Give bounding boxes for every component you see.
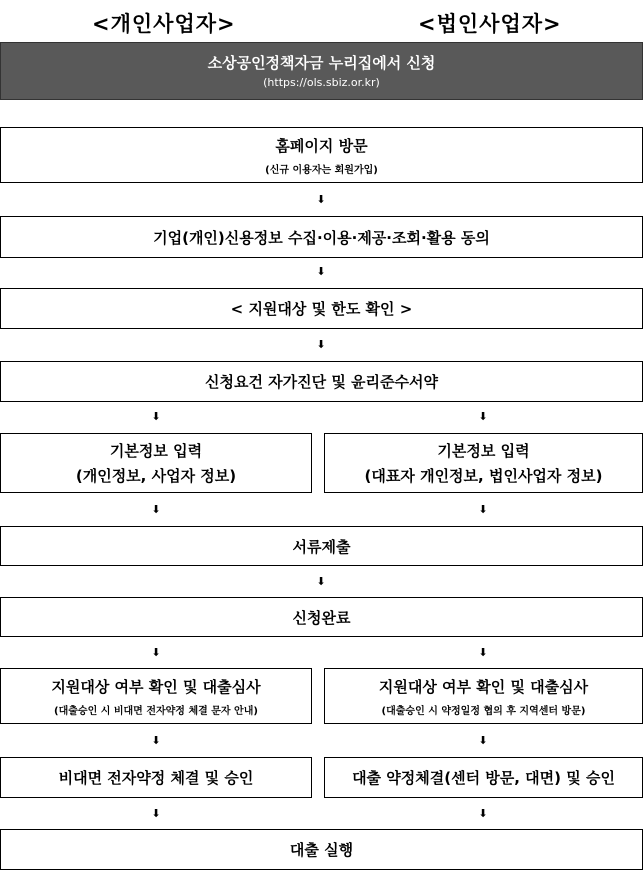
arrow-down-icon: ⬇ [151,410,161,423]
step-contract-individual [0,757,312,798]
contract-individual-label: 비대면 전자약정 체결 및 승인 [58,769,254,787]
arrow-down-icon: ⬇ [478,646,488,659]
loan-execution-label: 대출 실행 [289,841,354,859]
step-visit-sub: (신규 이용자는 회원가입) [265,164,378,176]
arrow-down-icon: ⬇ [316,338,326,351]
arrow-down-icon: ⬇ [478,734,488,747]
step-check-limit [0,288,643,329]
step-check-limit-label: < 지원대상 및 한도 확인 > [230,300,413,318]
basic-info-corporate-line1: 기본정보 입력 [437,442,530,460]
step-review-corporate [324,668,643,724]
step-visit-homepage [0,127,643,183]
step-visit-main: 홈페이지 방문 [275,136,368,155]
review-corporate-main: 지원대상 여부 확인 및 대출심사 [378,677,589,696]
arrow-down-icon: ⬇ [151,646,161,659]
step-basic-info-individual [0,433,312,493]
step-complete-label: 신청완료 [292,608,351,627]
application-site-banner [0,42,643,100]
step-credit-consent [0,216,643,258]
basic-info-corporate-line2: (대표자 개인정보, 법인사업자 정보) [364,467,603,485]
arrow-down-icon: ⬇ [478,503,488,516]
arrow-down-icon: ⬇ [478,410,488,423]
arrow-down-icon: ⬇ [316,193,326,206]
review-individual-sub: (대출승인 시 비대면 전자약정 체결 문자 안내) [54,705,258,717]
header-individual: <개인사업자> [92,12,236,36]
step-review-individual [0,668,312,724]
arrow-down-icon: ⬇ [316,575,326,588]
basic-info-individual-line2: (개인정보, 사업자 정보) [75,467,237,485]
step-documents-label: 서류제출 [292,537,351,556]
review-individual-main: 지원대상 여부 확인 및 대출심사 [51,677,261,696]
arrow-down-icon: ⬇ [151,807,161,820]
basic-info-individual-line1: 기본정보 입력 [109,442,203,460]
step-self-check [0,361,643,402]
banner-url: (https://ols.sbiz.or.kr) [263,76,380,89]
contract-corporate-label: 대출 약정체결(센터 방문, 대면) 및 승인 [352,769,615,787]
step-basic-info-corporate [324,433,643,493]
step-consent-label: 기업(개인)신용정보 수집·이용·제공·조회·활용 동의 [153,228,490,247]
arrow-down-icon: ⬇ [316,265,326,278]
step-loan-execution [0,829,643,870]
step-self-check-label: 신청요건 자가진단 및 윤리준수서약 [204,373,439,391]
review-corporate-sub: (대출승인 시 약정일정 협의 후 지역센터 방문) [381,705,586,717]
step-contract-corporate [324,757,643,798]
banner-title: 소상공인정책자금 누리집에서 신청 [207,54,436,72]
step-complete [0,597,643,637]
step-documents [0,526,643,566]
arrow-down-icon: ⬇ [151,734,161,747]
header-corporate: <법인사업자> [418,12,562,36]
arrow-down-icon: ⬇ [478,807,488,820]
arrow-down-icon: ⬇ [151,503,161,516]
